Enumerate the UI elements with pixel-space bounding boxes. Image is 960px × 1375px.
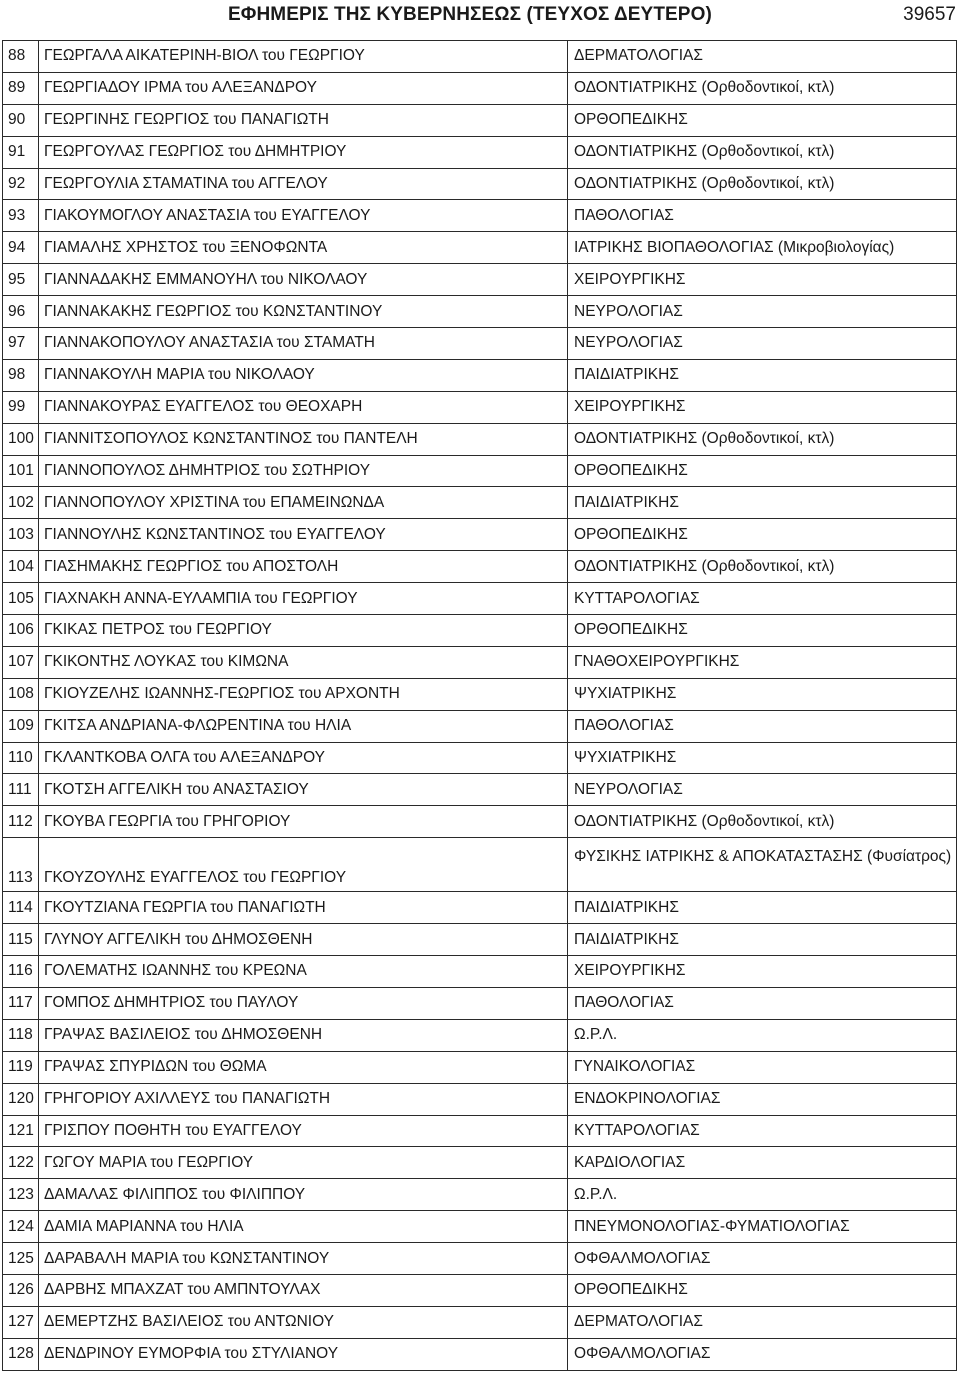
physician-name: ΓΚΟΥΒΑ ΓΕΩΡΓΙΑ του ΓΡΗΓΟΡΙΟΥ [39, 806, 568, 838]
specialty: ΟΔΟΝΤΙΑΤΡΙΚΗΣ (Ορθοδοντικοί, κτλ) [568, 72, 957, 104]
specialty: ΓΥΝΑΙΚΟΛΟΓΙΑΣ [568, 1051, 957, 1083]
physician-name: ΓΚΙΤΣΑ ΑΝΔΡΙΑΝΑ-ΦΛΩΡΕΝΤΙΝΑ του ΗΛΙΑ [39, 710, 568, 742]
specialty: ΔΕΡΜΑΤΟΛΟΓΙΑΣ [568, 1306, 957, 1338]
specialty: ΧΕΙΡΟΥΡΓΙΚΗΣ [568, 391, 957, 423]
physician-name: ΓΚΟΥΖΟΥΛΗΣ ΕΥΑΓΓΕΛΟΣ του ΓΕΩΡΓΙΟΥ [39, 838, 568, 892]
physician-name: ΓΙΑΝΝΑΚΑΚΗΣ ΓΕΩΡΓΙΟΣ του ΚΩΝΣΤΑΝΤΙΝΟΥ [39, 296, 568, 328]
row-number: 109 [3, 710, 39, 742]
table-row [3, 328, 957, 360]
physician-name: ΓΙΑΚΟΥΜΟΓΛΟΥ ΑΝΑΣΤΑΣΙΑ του ΕΥΑΓΓΕΛΟΥ [39, 200, 568, 232]
specialty: ΚΑΡΔΙΟΛΟΓΙΑΣ [568, 1147, 957, 1179]
row-number: 114 [3, 892, 39, 924]
table-row [3, 1338, 957, 1370]
table-row [3, 455, 957, 487]
table-row [3, 710, 957, 742]
row-number: 94 [3, 232, 39, 264]
row-number: 115 [3, 924, 39, 956]
table-row [3, 774, 957, 806]
physician-name: ΓΡΙΣΠΟΥ ΠΟΘΗΤΗ του ΕΥΑΓΓΕΛΟΥ [39, 1115, 568, 1147]
row-number: 88 [3, 41, 39, 73]
specialty: ΠΑΘΟΛΟΓΙΑΣ [568, 710, 957, 742]
row-number: 113 [3, 838, 39, 892]
physician-name: ΓΙΑΝΝΑΚΟΥΡΑΣ ΕΥΑΓΓΕΛΟΣ του ΘΕΟΧΑΡΗ [39, 391, 568, 423]
physician-name: ΓΕΩΡΓΑΛΑ ΑΙΚΑΤΕΡΙΝΗ-ΒΙΟΛ του ΓΕΩΡΓΙΟΥ [39, 41, 568, 73]
row-number: 121 [3, 1115, 39, 1147]
specialty: ΟΡΘΟΠΕΔΙΚΗΣ [568, 104, 957, 136]
row-number: 107 [3, 646, 39, 678]
row-number: 128 [3, 1338, 39, 1370]
physician-name: ΓΕΩΡΓΙΑΔΟΥ ΙΡΜΑ του ΑΛΕΞΑΝΔΡΟΥ [39, 72, 568, 104]
table-row [3, 264, 957, 296]
specialty: ΟΔΟΝΤΙΑΤΡΙΚΗΣ (Ορθοδοντικοί, κτλ) [568, 168, 957, 200]
row-number: 95 [3, 264, 39, 296]
gazette-title: ΕΦΗΜΕΡΙΣ ΤΗΣ ΚΥΒΕΡΝΗΣΕΩΣ (ΤΕΥΧΟΣ ΔΕΥΤΕΡΟ) [228, 4, 712, 25]
specialty: ΙΑΤΡΙΚΗΣ ΒΙΟΠΑΘΟΛΟΓΙΑΣ (Μικροβιολογίας) [568, 232, 957, 264]
specialty: ΝΕΥΡΟΛΟΓΙΑΣ [568, 296, 957, 328]
table-row [3, 678, 957, 710]
row-number: 92 [3, 168, 39, 200]
table-row [3, 646, 957, 678]
specialty: ΟΔΟΝΤΙΑΤΡΙΚΗΣ (Ορθοδοντικοί, κτλ) [568, 423, 957, 455]
specialty: ΠΑΙΔΙΑΤΡΙΚΗΣ [568, 487, 957, 519]
table-row [3, 41, 957, 73]
physician-name: ΔΑΡΑΒΑΛΗ ΜΑΡΙΑ του ΚΩΝΣΤΑΝΤΙΝΟΥ [39, 1243, 568, 1275]
specialty: ΝΕΥΡΟΛΟΓΙΑΣ [568, 328, 957, 360]
physician-name: ΓΡΗΓΟΡΙΟΥ ΑΧΙΛΛΕΥΣ του ΠΑΝΑΓΙΩΤΗ [39, 1083, 568, 1115]
physician-name: ΓΙΑΝΝΑΔΑΚΗΣ ΕΜΜΑΝΟΥΗΛ του ΝΙΚΟΛΑΟΥ [39, 264, 568, 296]
row-number: 120 [3, 1083, 39, 1115]
physician-name: ΓΚΙΚΑΣ ΠΕΤΡΟΣ του ΓΕΩΡΓΙΟΥ [39, 615, 568, 647]
table-row [3, 72, 957, 104]
row-number: 90 [3, 104, 39, 136]
row-number: 124 [3, 1211, 39, 1243]
table-row [3, 1147, 957, 1179]
row-number: 127 [3, 1306, 39, 1338]
physician-name: ΓΙΑΝΝΑΚΟΠΟΥΛΟΥ ΑΝΑΣΤΑΣΙΑ του ΣΤΑΜΑΤΗ [39, 328, 568, 360]
specialty: ΟΡΘΟΠΕΔΙΚΗΣ [568, 519, 957, 551]
specialty: ΚΥΤΤΑΡΟΛΟΓΙΑΣ [568, 583, 957, 615]
page-header [0, 0, 960, 30]
row-number: 111 [3, 774, 39, 806]
row-number: 104 [3, 551, 39, 583]
physicians-table [2, 40, 957, 1371]
physician-name: ΔΕΜΕΡΤΖΗΣ ΒΑΣΙΛΕΙΟΣ του ΑΝΤΩΝΙΟΥ [39, 1306, 568, 1338]
specialty: ΨΥΧΙΑΤΡΙΚΗΣ [568, 678, 957, 710]
specialty: ΕΝΔΟΚΡΙΝΟΛΟΓΙΑΣ [568, 1083, 957, 1115]
physician-name: ΓΩΓΟΥ ΜΑΡΙΑ του ΓΕΩΡΓΙΟΥ [39, 1147, 568, 1179]
specialty: ΟΔΟΝΤΙΑΤΡΙΚΗΣ (Ορθοδοντικοί, κτλ) [568, 806, 957, 838]
row-number: 100 [3, 423, 39, 455]
page-number: 39657 [903, 4, 956, 25]
physician-name: ΓΟΜΠΟΣ ΔΗΜΗΤΡΙΟΣ του ΠΑΥΛΟΥ [39, 987, 568, 1019]
physician-name: ΓΚΟΥΤΖΙΑΝΑ ΓΕΩΡΓΙΑ του ΠΑΝΑΓΙΩΤΗ [39, 892, 568, 924]
physician-name: ΓΙΑΝΝΙΤΣΟΠΟΥΛΟΣ ΚΩΝΣΤΑΝΤΙΝΟΣ του ΠΑΝΤΕΛΗ [39, 423, 568, 455]
row-number: 123 [3, 1179, 39, 1211]
physician-name: ΓΡΑΨΑΣ ΣΠΥΡΙΔΩΝ του ΘΩΜΑ [39, 1051, 568, 1083]
physician-name: ΓΚΛΑΝΤΚΟΒΑ ΟΛΓΑ του ΑΛΕΞΑΝΔΡΟΥ [39, 742, 568, 774]
specialty: ΧΕΙΡΟΥΡΓΙΚΗΣ [568, 956, 957, 988]
table-row [3, 956, 957, 988]
physician-name: ΓΕΩΡΓΟΥΛΑΣ ΓΕΩΡΓΙΟΣ του ΔΗΜΗΤΡΙΟΥ [39, 136, 568, 168]
table-row [3, 1083, 957, 1115]
specialty: ΠΑΙΔΙΑΤΡΙΚΗΣ [568, 359, 957, 391]
row-number: 103 [3, 519, 39, 551]
row-number: 102 [3, 487, 39, 519]
row-number: 99 [3, 391, 39, 423]
row-number: 125 [3, 1243, 39, 1275]
specialty: ΚΥΤΤΑΡΟΛΟΓΙΑΣ [568, 1115, 957, 1147]
physician-name: ΓΙΑΣΗΜΑΚΗΣ ΓΕΩΡΓΙΟΣ του ΑΠΟΣΤΟΛΗ [39, 551, 568, 583]
table-row [3, 1019, 957, 1051]
specialty: ΟΔΟΝΤΙΑΤΡΙΚΗΣ (Ορθοδοντικοί, κτλ) [568, 136, 957, 168]
row-number: 96 [3, 296, 39, 328]
specialty: ΟΡΘΟΠΕΔΙΚΗΣ [568, 615, 957, 647]
row-number: 126 [3, 1274, 39, 1306]
table-row [3, 987, 957, 1019]
table-row [3, 168, 957, 200]
table-row [3, 551, 957, 583]
specialty: ΟΦΘΑΛΜΟΛΟΓΙΑΣ [568, 1338, 957, 1370]
table-row [3, 583, 957, 615]
physician-name: ΓΙΑΜΑΛΗΣ ΧΡΗΣΤΟΣ του ΞΕΝΟΦΩΝΤΑ [39, 232, 568, 264]
specialty: ΦΥΣΙΚΗΣ ΙΑΤΡΙΚΗΣ & ΑΠΟΚΑΤΑΣΤΑΣΗΣ (Φυσίατρος) [568, 838, 957, 892]
row-number: 116 [3, 956, 39, 988]
table-row [3, 519, 957, 551]
specialty: Ω.Ρ.Λ. [568, 1179, 957, 1211]
row-number: 112 [3, 806, 39, 838]
table-row [3, 1243, 957, 1275]
row-number: 119 [3, 1051, 39, 1083]
specialty: ΠΑΙΔΙΑΤΡΙΚΗΣ [568, 924, 957, 956]
row-number: 108 [3, 678, 39, 710]
specialty: ΧΕΙΡΟΥΡΓΙΚΗΣ [568, 264, 957, 296]
row-number: 93 [3, 200, 39, 232]
physician-name: ΔΑΜΑΛΑΣ ΦΙΛΙΠΠΟΣ του ΦΙΛΙΠΠΟΥ [39, 1179, 568, 1211]
physician-name: ΓΙΑΝΝΑΚΟΥΛΗ ΜΑΡΙΑ του ΝΙΚΟΛΑΟΥ [39, 359, 568, 391]
row-number: 122 [3, 1147, 39, 1179]
table-row [3, 742, 957, 774]
specialty: ΓΝΑΘΟΧΕΙΡΟΥΡΓΙΚΗΣ [568, 646, 957, 678]
row-number: 110 [3, 742, 39, 774]
physician-name: ΓΚΟΤΣΗ ΑΓΓΕΛΙΚΗ του ΑΝΑΣΤΑΣΙΟΥ [39, 774, 568, 806]
specialty: ΟΦΘΑΛΜΟΛΟΓΙΑΣ [568, 1243, 957, 1275]
specialty: ΠΑΘΟΛΟΓΙΑΣ [568, 987, 957, 1019]
physician-name: ΓΡΑΨΑΣ ΒΑΣΙΛΕΙΟΣ του ΔΗΜΟΣΘΕΝΗ [39, 1019, 568, 1051]
row-number: 98 [3, 359, 39, 391]
table-row [3, 423, 957, 455]
table-row [3, 892, 957, 924]
specialty: ΟΡΘΟΠΕΔΙΚΗΣ [568, 1274, 957, 1306]
table-row [3, 104, 957, 136]
table-row [3, 1306, 957, 1338]
table-row [3, 487, 957, 519]
specialty: ΟΔΟΝΤΙΑΤΡΙΚΗΣ (Ορθοδοντικοί, κτλ) [568, 551, 957, 583]
table-row [3, 806, 957, 838]
physician-name: ΔΑΜΙΑ ΜΑΡΙΑΝΝΑ του ΗΛΙΑ [39, 1211, 568, 1243]
physician-name: ΓΟΛΕΜΑΤΗΣ ΙΩΑΝΝΗΣ του ΚΡΕΩΝΑ [39, 956, 568, 988]
specialty: ΠΑΘΟΛΟΓΙΑΣ [568, 200, 957, 232]
specialty: Ω.Ρ.Λ. [568, 1019, 957, 1051]
table-row [3, 1179, 957, 1211]
specialty: ΔΕΡΜΑΤΟΛΟΓΙΑΣ [568, 41, 957, 73]
specialty: ΠΑΙΔΙΑΤΡΙΚΗΣ [568, 892, 957, 924]
table-row [3, 838, 957, 892]
physician-name: ΓΙΑΝΝΟΠΟΥΛΟΣ ΔΗΜΗΤΡΙΟΣ του ΣΩΤΗΡΙΟΥ [39, 455, 568, 487]
specialty: ΟΡΘΟΠΕΔΙΚΗΣ [568, 455, 957, 487]
table-row [3, 296, 957, 328]
specialty: ΠΝΕΥΜΟΝΟΛΟΓΙΑΣ-ΦΥΜΑΤΙΟΛΟΓΙΑΣ [568, 1211, 957, 1243]
row-number: 117 [3, 987, 39, 1019]
table-row [3, 1211, 957, 1243]
table-row [3, 1115, 957, 1147]
specialty: ΨΥΧΙΑΤΡΙΚΗΣ [568, 742, 957, 774]
table-row [3, 232, 957, 264]
row-number: 97 [3, 328, 39, 360]
physician-name: ΓΕΩΡΓΟΥΛΙΑ ΣΤΑΜΑΤΙΝΑ του ΑΓΓΕΛΟΥ [39, 168, 568, 200]
row-number: 89 [3, 72, 39, 104]
table-row [3, 1274, 957, 1306]
physician-name: ΓΙΑΝΝΟΠΟΥΛΟΥ ΧΡΙΣΤΙΝΑ του ΕΠΑΜΕΙΝΩΝΔΑ [39, 487, 568, 519]
row-number: 105 [3, 583, 39, 615]
table-row [3, 1051, 957, 1083]
physician-name: ΓΚΙΚΟΝΤΗΣ ΛΟΥΚΑΣ του ΚΙΜΩΝΑ [39, 646, 568, 678]
row-number: 101 [3, 455, 39, 487]
physician-name: ΓΛΥΝΟΥ ΑΓΓΕΛΙΚΗ του ΔΗΜΟΣΘΕΝΗ [39, 924, 568, 956]
physician-name: ΓΙΑΧΝΑΚΗ ΑΝΝΑ-ΕΥΛΑΜΠΙΑ του ΓΕΩΡΓΙΟΥ [39, 583, 568, 615]
table-row [3, 615, 957, 647]
physician-name: ΓΕΩΡΓΙΝΗΣ ΓΕΩΡΓΙΟΣ του ΠΑΝΑΓΙΩΤΗ [39, 104, 568, 136]
physician-name: ΓΚΙΟΥΖΕΛΗΣ ΙΩΑΝΝΗΣ-ΓΕΩΡΓΙΟΣ του ΑΡΧΟΝΤΗ [39, 678, 568, 710]
table-body [3, 41, 957, 1371]
table-row [3, 924, 957, 956]
table-row [3, 359, 957, 391]
specialty: ΝΕΥΡΟΛΟΓΙΑΣ [568, 774, 957, 806]
physician-name: ΔΑΡΒΗΣ ΜΠΑΧΖΑΤ του ΑΜΠΝΤΟΥΛΑΧ [39, 1274, 568, 1306]
row-number: 91 [3, 136, 39, 168]
table-row [3, 391, 957, 423]
physician-name: ΓΙΑΝΝΟΥΛΗΣ ΚΩΝΣΤΑΝΤΙΝΟΣ του ΕΥΑΓΓΕΛΟΥ [39, 519, 568, 551]
row-number: 106 [3, 615, 39, 647]
table-row [3, 136, 957, 168]
physician-name: ΔΕΝΔΡΙΝΟΥ ΕΥΜΟΡΦΙΑ του ΣΤΥΛΙΑΝΟΥ [39, 1338, 568, 1370]
table-row [3, 200, 957, 232]
row-number: 118 [3, 1019, 39, 1051]
